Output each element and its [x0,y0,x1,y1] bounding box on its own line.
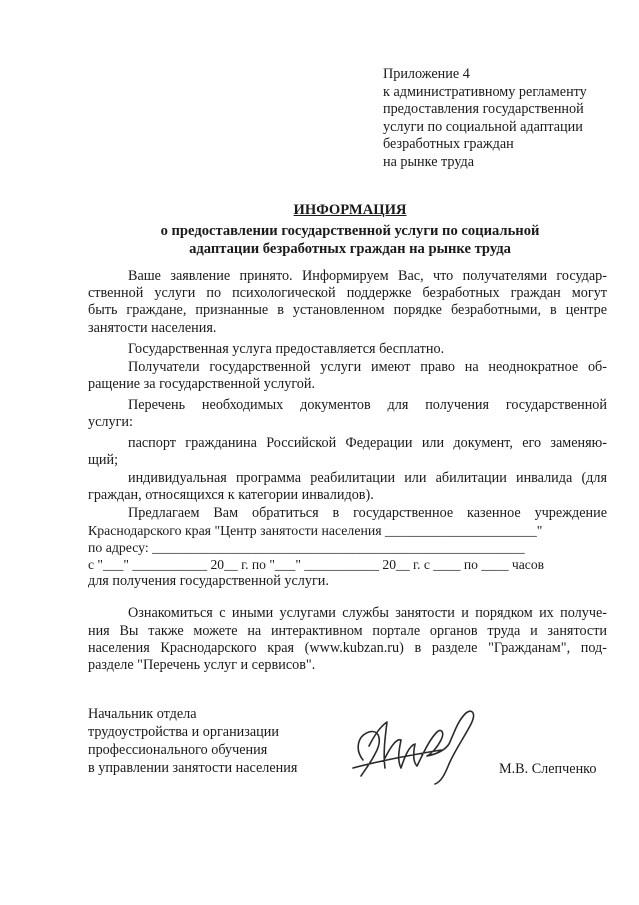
appendix-line: безработных граждан [383,136,514,153]
body-line: Получатели государственной услуги имеют право на неоднократное об- [128,359,607,375]
appendix-line: предоставления государственной [383,101,584,118]
body-line: щий; [88,452,119,468]
signatory-line: профессионального обучения [88,742,268,758]
body-line: граждан, относящихся к категории инвалидов). [88,487,374,503]
body-line: Перечень необходимых документов для получения государственной [128,397,607,413]
body-line: разделе "Перечень услуг и сервисов". [88,657,316,673]
signatory-line: в управлении занятости населения [88,760,298,776]
body-line: для получения государственной услуги. [88,573,329,589]
body-line: с "___" ___________ 20__ г. по "___" ___________ 20__ г. с ____ по ____ часов [88,557,545,572]
signatory-line: Начальник отдела [88,706,197,722]
body-line: ращение за государственной услугой. [88,376,316,392]
appendix-block [383,66,587,172]
body-line: ния Вы также можете на интерактивном портале органов труда и занятости [88,623,607,639]
body-line: Ваше заявление принято. Информируем Вас, что получателями государ- [128,268,607,284]
body-line: ственной услуги по психологической поддержке безработных граждан могут [88,285,607,301]
signer-name: М.В. Слепченко [499,761,597,777]
body-line: занятости населения. [88,320,217,336]
handwritten-signature [345,698,490,788]
body-line: Государственная услуга предоставляется бесплатно. [128,341,445,357]
document-heading: ИНФОРМАЦИЯ [293,202,407,218]
body-line: паспорт гражданина Российской Федерации или документ, его заменяю- [128,435,607,451]
body-line: Краснодарского края "Центр занятости населения ______________________" [88,523,543,538]
body-line: быть граждане, признанные в установленном порядке безработными, в центре [88,302,607,318]
appendix-line: на рынке труда [383,153,475,170]
body-line: индивидуальная программа реабилитации или абилитации инвалида (для [128,470,607,486]
appendix-line: Приложение 4 [383,66,470,82]
body-line: по адресу: ______________________________________________________ [88,540,525,555]
document-subtitle-line-2: адаптации безработных граждан на рынке труда [189,241,511,257]
body-line: услуги: [88,414,133,430]
appendix-line: к административному регламенту [383,83,587,100]
body-line: Предлагаем Вам обратиться в государственное казенное учреждение [128,505,607,521]
body-line: населения Краснодарского края (www.kubzan.ru) в разделе "Гражданам", под- [88,640,607,656]
signatory-line: трудоустройства и организации [88,724,279,740]
appendix-line: услуги по социальной адаптации [383,118,583,135]
body-line: Ознакомиться с иными услугами службы занятости и порядком их получе- [128,605,607,621]
document-subtitle-line-1: о предоставлении государственной услуги по социальной [160,223,540,239]
